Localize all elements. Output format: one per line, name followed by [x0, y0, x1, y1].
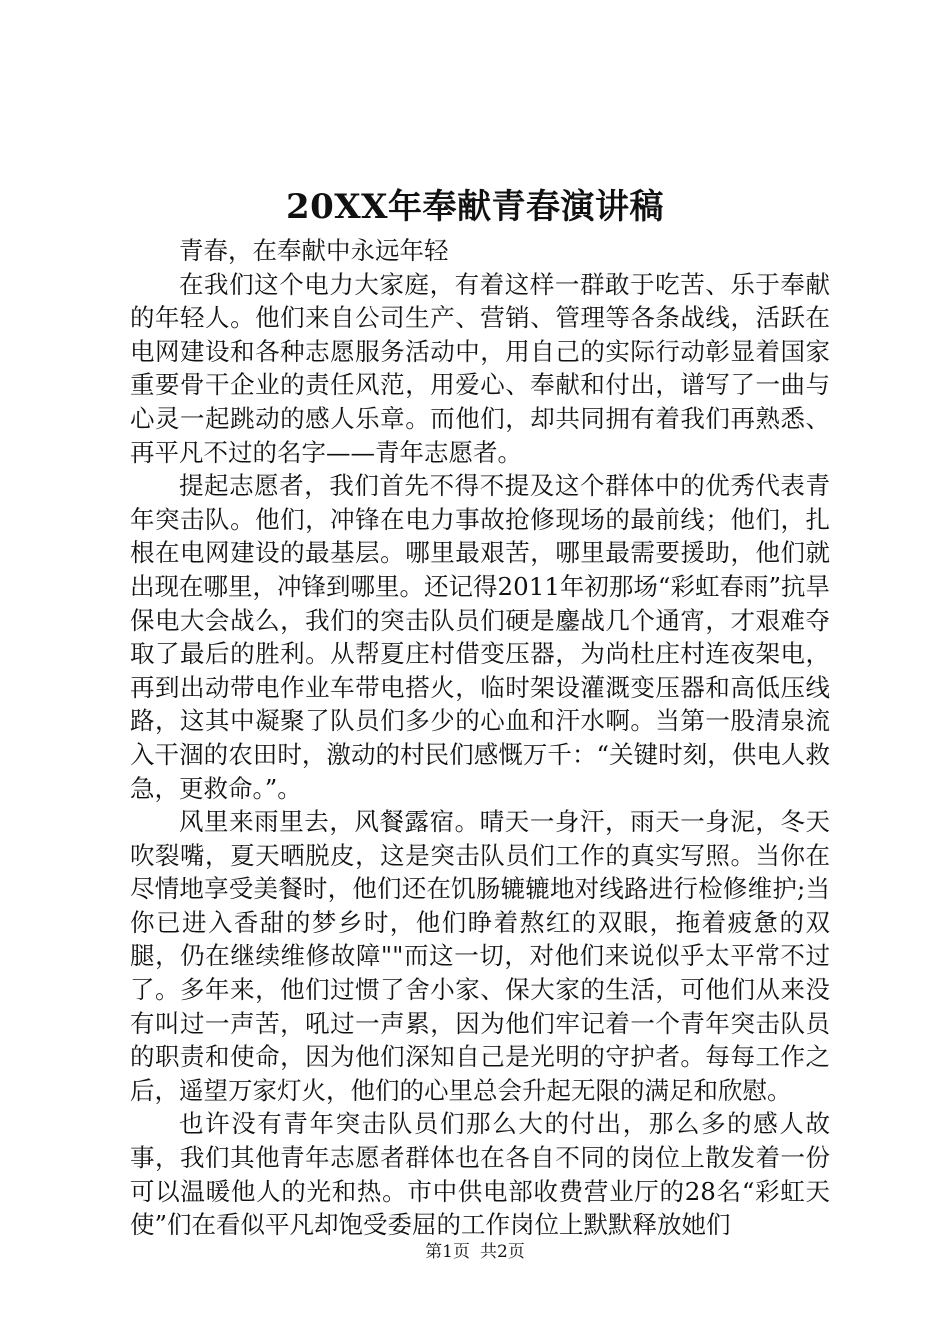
- paragraph: 在我们这个电力大家庭，有着这样一群敢于吃苦、乐于奉献的年轻人。他们来自公司生产、营销、管理等各条战线，活跃在电网建设和各种志愿服务活动中，用自己的实际行动彰显着国家重要骨干企业的责任风范，用爱心、奉献和付出，谱写了一曲与心灵一起跳动的感人乐章。而他们，却共同拥有着我们再熟悉、再平凡不过的名字——青年志愿者。: [130, 269, 830, 467]
- page-number: 第1页: [425, 1242, 470, 1262]
- paragraph: 也许没有青年突击队员们那么大的付出，那么多的感人故事，我们其他青年志愿者群体也在各自不同的岗位上散发着一份可以温暖他人的光和热。市中供电部收费营业厅的28名“彩虹天使”们在看似平凡却饱受委屈的工作岗位上默默释放她们: [130, 1109, 830, 1240]
- paragraph-subtitle: 青春，在奉献中永远年轻: [179, 236, 449, 265]
- paragraph: 提起志愿者，我们首先不得不提及这个群体中的优秀代表青年突击队。他们，冲锋在电力事故抢修现场的最前线；他们，扎根在电网建设的最基层。哪里最艰苦，哪里最需要援助，他们就出现在哪里，冲锋到哪里。还记得2011年初那场“彩虹春雨”抗旱保电大会战么，我们的突击队员们硬是鏖战几个通宵，才艰难夺取了最后的胜利。从帮夏庄村借变压器，为尚杜庄村连夜架电，再到出动带电作业车带电搭火，临时架设灌溉变压器和高低压线路，这其中凝聚了队员们多少的心血和汗水啊。当第一股清泉流入干涸的农田时，激动的村民们感慨万千：“关键时刻，供电人救急，更救命。”。: [130, 471, 830, 803]
- document-body: [130, 234, 830, 1242]
- page-footer: [0, 1240, 950, 1264]
- page-total: 共2页: [480, 1242, 525, 1262]
- paragraph: 风里来雨里去，风餐露宿。晴天一身汗，雨天一身泥，冬天吹裂嘴，夏天晒脱皮，这是突击队员们工作的真实写照。当你在尽情地享受美餐时，他们还在饥肠辘辘地对线路进行检修维护;当你已进入香甜的梦乡时，他们睁着熬红的双眼，拖着疲惫的双腿，仍在继续维修故障""而这一切，对他们来说似乎太平常不过了。多年来，他们过惯了舍小家、保大家的生活，可他们从来没有叫过一声苦，吼过一声累，因为他们牢记着一个青年突击队员的职责和使命，因为他们深知自己是光明的守护者。每每工作之后，遥望万家灯火，他们的心里总会升起无限的满足和欣慰。: [130, 807, 830, 1105]
- document-title: 20XX年奉献青春演讲稿: [285, 187, 665, 227]
